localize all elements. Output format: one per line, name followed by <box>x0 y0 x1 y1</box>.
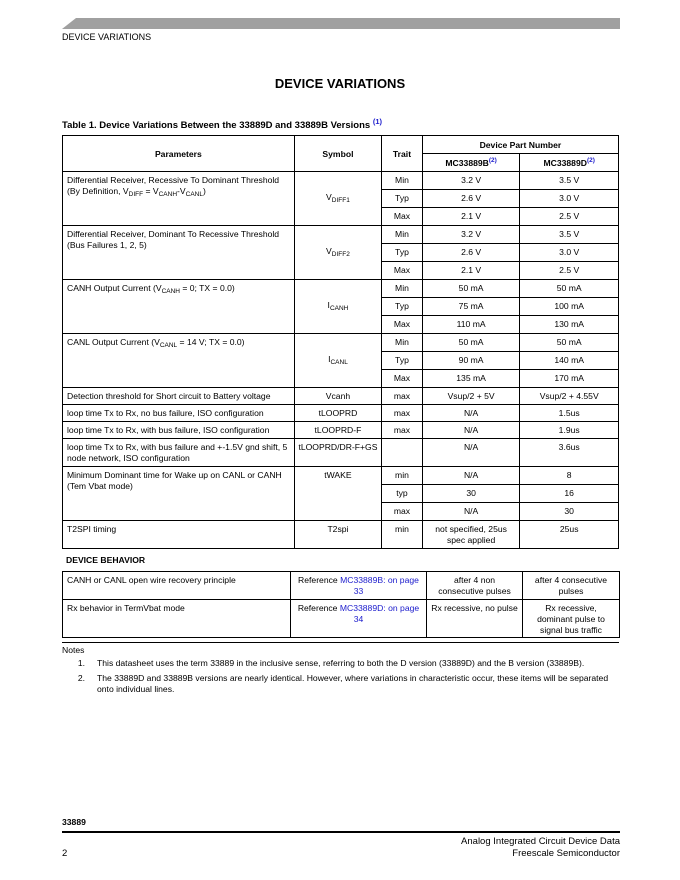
note-number: 2. <box>77 672 86 683</box>
col-header-parameters: Parameters <box>63 136 295 172</box>
value-d-cell: Rx recessive, dominant pulse to signal bus traffic <box>523 600 620 638</box>
col-header-mc33889b: $MC33889B^{(2)}$ <box>422 154 520 172</box>
value-b-cell: N/A <box>422 422 520 439</box>
value-b-cell: N/A <box>422 467 520 485</box>
value-b-cell: Rx recessive, no pulse <box>427 600 523 638</box>
value-b-cell: N/A <box>422 439 520 467</box>
value-b-cell: 135 mA <box>422 370 520 388</box>
trait-cell: min <box>382 521 423 549</box>
value-d-cell: 8 <box>520 467 619 485</box>
value-b-cell: 110 mA <box>422 316 520 334</box>
device-behavior-table <box>62 571 620 638</box>
value-d-cell: 3.6us <box>520 439 619 467</box>
value-b-cell: N/A <box>422 503 520 521</box>
value-d-cell: 100 mA <box>520 298 619 316</box>
value-d-cell: 50 mA <box>520 334 619 352</box>
value-d-cell: after 4 consecutive pulses <box>523 572 620 600</box>
trait-cell: Typ <box>382 190 423 208</box>
behavior-reference-cell: Reference MC33889B: on page 33 <box>291 572 427 600</box>
table-row <box>63 280 619 298</box>
table-row <box>63 405 619 422</box>
note-item <box>62 658 619 670</box>
trait-cell: Typ <box>382 352 423 370</box>
value-b-cell: 2.6 V <box>422 190 520 208</box>
table-caption <box>62 117 382 131</box>
trait-cell: Max <box>382 316 423 334</box>
note-text: The 33889D and 33889B versions are nearly identical. However, where variations in characteristic occur, these items will be separated onto individual lines. <box>97 672 609 694</box>
trait-cell: Typ <box>382 298 423 316</box>
value-b-cell: 90 mA <box>422 352 520 370</box>
note-number: 1. <box>77 658 86 668</box>
symbol-cell: Vcanh <box>294 388 381 405</box>
table-row <box>63 600 620 638</box>
trait-cell: max <box>382 422 423 439</box>
value-b-cell: 3.2 V <box>422 226 520 244</box>
value-b-cell: 2.6 V <box>422 244 520 262</box>
col-header-trait: Trait <box>382 136 423 172</box>
value-b-cell: N/A <box>422 405 520 422</box>
symbol-cell: $I_{CANH}$ <box>294 280 381 334</box>
col-b-note-link[interactable]: (2) <box>488 157 497 165</box>
table-row <box>63 388 619 405</box>
footer-line-2: Freescale Semiconductor <box>512 848 620 859</box>
value-b-cell: 2.1 V <box>422 208 520 226</box>
symbol-cell: $V_{DIFF2}$ <box>294 226 381 280</box>
note-text: This datasheet uses the term 33889 in the inclusive sense, referring to both the D version (33889D) and the B version (33889B). <box>97 658 585 668</box>
value-d-cell: 1.9us <box>520 422 619 439</box>
col-header-mc33889d: $MC33889D^{(2)}$ <box>520 154 619 172</box>
value-b-cell: Vsup/2 + 5V <box>422 388 520 405</box>
reference-link-mc33889d[interactable]: MC33889D: on page 34 <box>339 603 420 624</box>
table-row <box>63 572 620 600</box>
table-caption-note-link[interactable]: (1) <box>372 117 383 126</box>
value-d-cell: 25us <box>520 521 619 549</box>
table-row <box>63 521 619 549</box>
trait-cell: Typ <box>382 244 423 262</box>
symbol-cell: tLOOPRD <box>294 405 381 422</box>
value-d-cell: 3.5 V <box>520 172 619 190</box>
reference-link-mc33889b[interactable]: MC33889B: on page 33 <box>340 575 419 596</box>
behavior-param-cell: Rx behavior in TermVbat mode <box>63 600 291 638</box>
symbol-cell: tLOOPRD-F <box>294 422 381 439</box>
device-behavior-heading: DEVICE BEHAVIOR <box>66 555 146 565</box>
footer-rule <box>62 831 620 833</box>
value-b-cell: 50 mA <box>422 334 520 352</box>
table-row <box>63 422 619 439</box>
value-d-cell: 140 mA <box>520 352 619 370</box>
value-b-cell: 75 mA <box>422 298 520 316</box>
table-row <box>63 467 619 485</box>
page-title: DEVICE VARIATIONS <box>274 76 406 91</box>
value-d-cell: 130 mA <box>520 316 619 334</box>
param-cell: Detection threshold for Short circuit to Battery voltage <box>63 388 295 405</box>
value-d-cell: 16 <box>520 485 619 503</box>
trait-cell: Max <box>382 370 423 388</box>
param-cell: T2SPI timing <box>63 521 295 549</box>
trait-cell: Min <box>382 226 423 244</box>
value-b-cell: not specified, 25us spec applied <box>422 521 520 549</box>
notes-label: Notes <box>62 645 85 655</box>
param-cell: loop time Tx to Rx, with bus failure, ISO configuration <box>63 422 295 439</box>
value-b-cell: 2.1 V <box>422 262 520 280</box>
value-b-cell: 50 mA <box>422 280 520 298</box>
device-variations-table <box>62 135 619 549</box>
table-row <box>63 334 619 352</box>
footer-line-1: Analog Integrated Circuit Device Data <box>461 836 620 847</box>
table-row <box>63 439 619 467</box>
param-cell: Differential Receiver, Dominant To Recessive Threshold (Bus Failures 1, 2, 5) <box>63 226 295 280</box>
col-header-device-part-number: Device Part Number <box>422 136 618 154</box>
value-d-cell: 3.0 V <box>520 190 619 208</box>
header-section-label: DEVICE VARIATIONS <box>62 32 152 42</box>
param-cell: CANL Output Current ($V_{CANL} = 14$ V; TX = 0.0) <box>63 334 295 388</box>
trait-cell: max <box>382 503 423 521</box>
table-caption-text: Table 1. Device Variations Between the 33889D and 33889B Versions <box>62 120 371 132</box>
param-cell: loop time Tx to Rx, with bus failure and +-1.5V gnd shift, 5 node network, ISO configuration <box>63 439 295 467</box>
footer-part-number: 33889 <box>62 817 86 827</box>
header-bar <box>62 18 620 29</box>
behavior-param-cell: CANH or CANL open wire recovery principle <box>63 572 291 600</box>
trait-cell: Max <box>382 208 423 226</box>
value-d-cell: 3.0 V <box>520 244 619 262</box>
symbol-cell: T2spi <box>294 521 381 549</box>
behavior-reference-cell: Reference MC33889D: on page 34 <box>291 600 427 638</box>
trait-cell: max <box>382 388 423 405</box>
symbol-cell: $V_{DIFF1}$ <box>294 172 381 226</box>
value-d-cell: 2.5 V <box>520 262 619 280</box>
trait-cell: max <box>382 405 423 422</box>
trait-cell: typ <box>382 485 423 503</box>
value-b-cell: 30 <box>422 485 520 503</box>
symbol-cell: tWAKE <box>294 467 381 521</box>
col-d-note-link[interactable]: (2) <box>586 157 595 165</box>
param-cell: Minimum Dominant time for Wake up on CANL or CANH (Tem Vbat mode) <box>63 467 295 521</box>
value-d-cell: 30 <box>520 503 619 521</box>
param-cell: CANH Output Current ($V_{CANH} = 0$; TX = 0.0) <box>63 280 295 334</box>
symbol-cell: tLOOPRD/DR-F+GS <box>294 439 381 467</box>
table-row <box>63 172 619 190</box>
footer-page-number: 2 <box>62 848 68 859</box>
trait-cell: Min <box>382 334 423 352</box>
trait-cell: Max <box>382 262 423 280</box>
value-d-cell: 170 mA <box>520 370 619 388</box>
trait-cell: min <box>382 467 423 485</box>
trait-cell: Min <box>382 172 423 190</box>
symbol-cell: $I_{CANL}$ <box>294 334 381 388</box>
table-row <box>63 226 619 244</box>
value-d-cell: 1.5us <box>520 405 619 422</box>
value-b-cell: 3.2 V <box>422 172 520 190</box>
value-d-cell: Vsup/2 + 4.55V <box>520 388 619 405</box>
trait-cell: Min <box>382 280 423 298</box>
value-d-cell: 2.5 V <box>520 208 619 226</box>
value-d-cell: 3.5 V <box>520 226 619 244</box>
value-b-cell: after 4 non consecutive pulses <box>427 572 523 600</box>
notes-section <box>62 642 619 696</box>
param-cell: loop time Tx to Rx, no bus failure, ISO configuration <box>63 405 295 422</box>
note-item <box>62 673 619 696</box>
value-d-cell: 50 mA <box>520 280 619 298</box>
footer-publisher <box>461 836 620 860</box>
col-header-symbol: Symbol <box>294 136 381 172</box>
trait-cell <box>382 439 423 467</box>
param-cell: Differential Receiver, Recessive To Dominant Threshold (By Definition, $V_{DIFF} = V_{CANH}-V_{CANL}$) <box>63 172 295 226</box>
